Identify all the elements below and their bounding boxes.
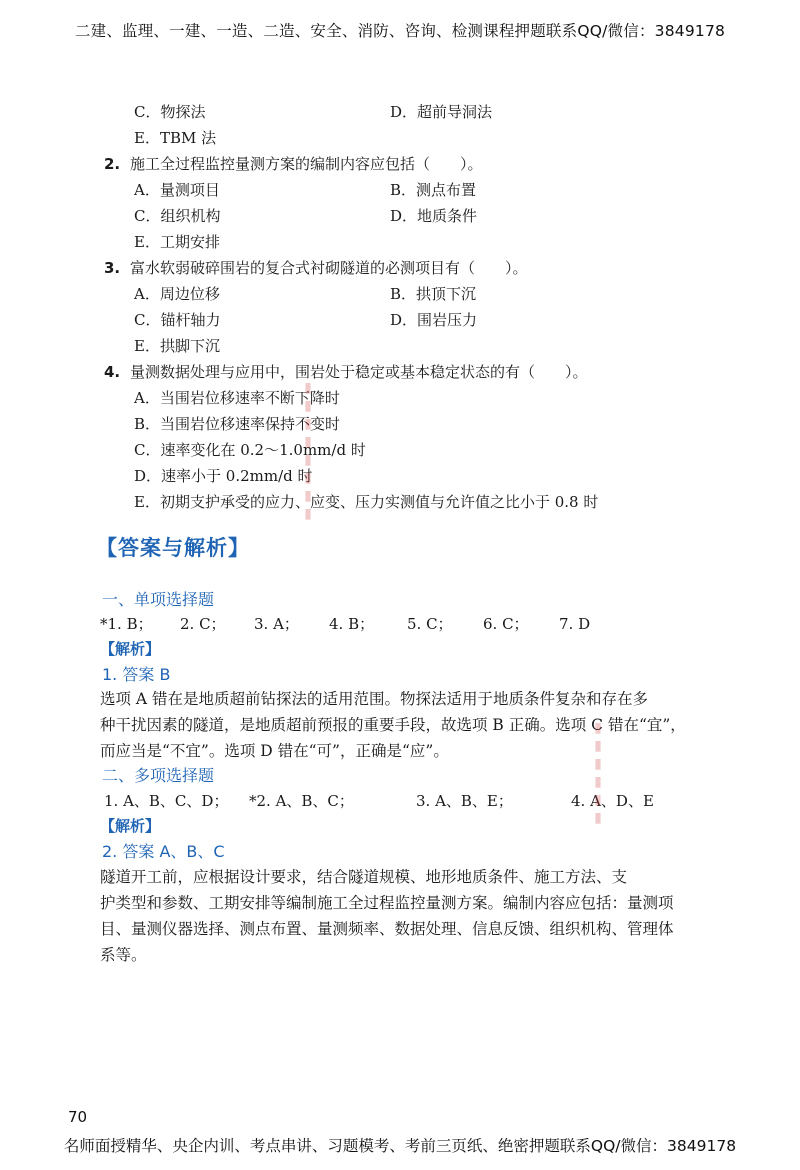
q3-option-a: A．周边位移 — [134, 285, 220, 303]
q4-option-d: D．速率小于 0.2mm/d 时 — [134, 467, 313, 485]
single-answer-item: 5. C； — [407, 615, 453, 633]
q3-option-b: B．拱顶下沉 — [390, 285, 477, 303]
q2-option-e: E．工期安排 — [134, 233, 220, 251]
q2-text: 施工全过程监控量测方案的编制内容应包括（ ）。 — [130, 155, 483, 173]
single-answer-item: 7. D — [559, 615, 591, 633]
q1-option-e: E．TBM 法 — [134, 129, 217, 147]
page-header: 二建、监理、一建、一造、二造、安全、消防、咨询、检测课程押题联系QQ/微信：3849178 — [74, 22, 726, 40]
single-answer-title: 1. 答案 B — [102, 665, 171, 684]
multi-answer-item: 1. A、B、C、D； — [104, 792, 229, 810]
q4-text: 量测数据处理与应用中，围岩处于稳定或基本稳定状态的有（ ）。 — [130, 363, 588, 381]
page-number: 70 — [68, 1108, 88, 1126]
single-answer-item: *1. B； — [100, 615, 153, 633]
explanation-line: 种干扰因素的隧道，是地质超前预报的重要手段，故选项 B 正确。选项 C 错在“宜”， — [100, 716, 686, 734]
q2-option-a: A．量测项目 — [134, 181, 220, 199]
multi-answer-item: 4. A、D、E — [571, 792, 654, 810]
multi-choice-heading: 二、多项选择题 — [102, 766, 215, 785]
q4-option-a: A．当围岩位移速率不断下降时 — [134, 389, 340, 407]
single-choice-heading: 一、单项选择题 — [102, 590, 215, 609]
q3-number: 3. — [104, 259, 121, 277]
q2-number: 2. — [104, 155, 121, 173]
single-analysis-label: 【解析】 — [100, 640, 161, 658]
q2-option-d: D．地质条件 — [390, 207, 478, 225]
single-answer-list — [100, 617, 700, 635]
q4-option-b: B．当围岩位移速率保持不变时 — [134, 415, 341, 433]
explanation-line: 选项 A 错在是地质超前钻探法的适用范围。物探法适用于地质条件复杂和存在多 — [100, 690, 649, 708]
multi-explanation — [100, 864, 700, 968]
q4-option-c: C．速率变化在 0.2～1.0mm/d 时 — [134, 441, 366, 459]
q3-option-e: E．拱脚下沉 — [134, 337, 220, 355]
watermark-mark: ▮▮▮▮▮▮ — [590, 720, 606, 828]
multi-answer-title: 2. 答案 A、B、C — [102, 842, 225, 861]
single-answer-item: 3. A； — [254, 615, 299, 633]
explanation-line: 而应当是“不宜”。选项 D 错在“可”，正确是“应”。 — [100, 742, 449, 760]
multi-answer-item: *2. A、B、C； — [249, 792, 354, 810]
explanation-line: 目、量测仪器选择、测点布置、量测频率、数据处理、信息反馈、组织机构、管理体 — [100, 920, 674, 938]
multi-analysis-label: 【解析】 — [100, 817, 161, 835]
single-explanation — [100, 686, 700, 764]
explanation-line: 隧道开工前，应根据设计要求，结合隧道规模、地形地质条件、施工方法、支 — [100, 868, 628, 886]
q4-number: 4. — [104, 363, 121, 381]
q1-option-c: C．物探法 — [134, 103, 206, 121]
q2-option-b: B．测点布置 — [390, 181, 477, 199]
single-answer-item: 2. C； — [180, 615, 226, 633]
explanation-line: 系等。 — [100, 946, 147, 964]
single-answer-item: 6. C； — [483, 615, 529, 633]
q3-option-d: D．围岩压力 — [390, 311, 478, 329]
q4-option-e: E．初期支护承受的应力、应变、压力实测值与允许值之比小于 0.8 时 — [134, 493, 599, 511]
q3-text: 富水软弱破碎围岩的复合式衬砌隧道的必测项目有（ ）。 — [130, 259, 528, 277]
q1-option-d: D．超前导洞法 — [390, 103, 493, 121]
q2-option-c: C．组织机构 — [134, 207, 221, 225]
multi-answer-list — [104, 794, 704, 812]
page-footer: 名师面授精华、央企内训、考点串讲、习题模考、考前三页纸、绝密押题联系QQ/微信：3849178 — [63, 1137, 737, 1155]
explanation-line: 护类型和参数、工期安排等编制施工全过程监控量测方案。编制内容应包括：量测项 — [100, 894, 674, 912]
multi-answer-item: 3. A、B、E； — [416, 792, 513, 810]
single-answer-item: 4. B； — [329, 615, 375, 633]
q3-option-c: C．锚杆轴力 — [134, 311, 221, 329]
watermark-mark: ▮▮▮▮▮▮▮▮ — [300, 380, 316, 524]
answers-section-title: 【答案与解析】 — [96, 536, 250, 560]
